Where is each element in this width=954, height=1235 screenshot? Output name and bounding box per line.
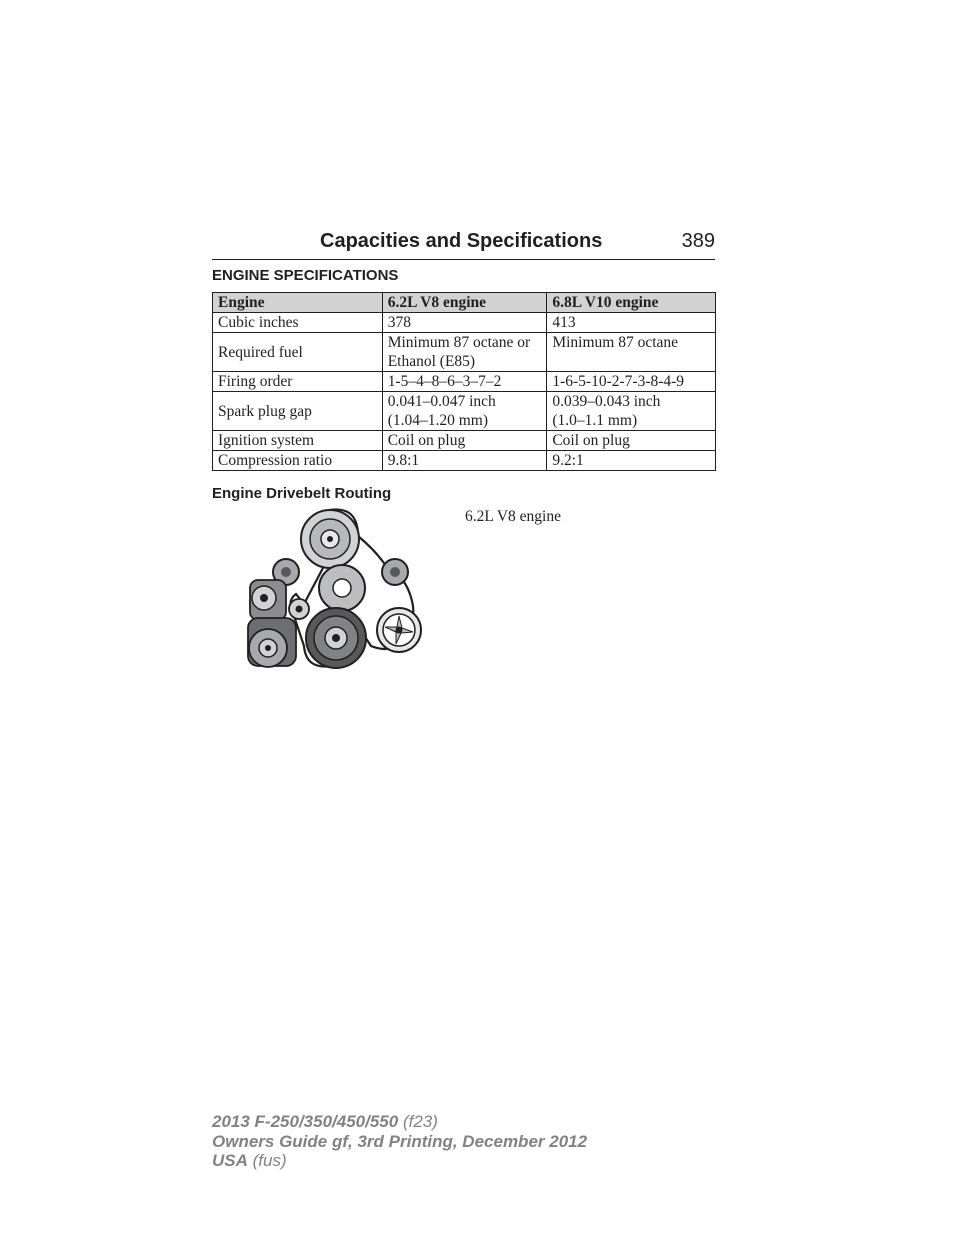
- cell-line: (1.0–1.1 mm): [552, 412, 638, 429]
- section-heading: ENGINE SPECIFICATIONS: [212, 267, 399, 284]
- sub-heading: Engine Drivebelt Routing: [212, 485, 392, 502]
- table-row: [213, 372, 716, 392]
- table-row: [213, 333, 716, 372]
- cell-line: Minimum 87 octane or: [387, 334, 531, 351]
- cell-line: 0.039–0.043 inch: [552, 393, 661, 410]
- power-steering-pulley: [377, 608, 421, 652]
- row-label: Ignition system: [213, 431, 383, 451]
- center-pulley: [319, 565, 365, 611]
- v8-cell: 9.8:1: [382, 451, 547, 471]
- row-label: Firing order: [213, 372, 383, 392]
- column-header: 6.8L V10 engine: [547, 293, 716, 313]
- v10-cell: Coil on plug: [547, 431, 716, 451]
- footer-model: 2013 F-250/350/450/550: [212, 1112, 399, 1131]
- page-header: [212, 229, 715, 260]
- cell-line: Ethanol (E85): [387, 353, 476, 370]
- v10-cell: Minimum 87 octane: [547, 333, 716, 372]
- diagram-caption: 6.2L V8 engine: [465, 508, 561, 525]
- tensioner-pulley: [289, 599, 309, 619]
- v10-cell: 9.2:1: [547, 451, 716, 471]
- column-header: 6.2L V8 engine: [382, 293, 547, 313]
- row-label: Required fuel: [213, 333, 383, 372]
- cell-line: (1.04–1.20 mm): [387, 412, 489, 429]
- row-label: Compression ratio: [213, 451, 383, 471]
- table-row: [213, 451, 716, 471]
- footer-model-code: (f23): [398, 1112, 438, 1131]
- fan-pulley: [301, 510, 359, 568]
- table-row: [213, 431, 716, 451]
- cell-line: 0.041–0.047 inch: [387, 393, 496, 410]
- v8-cell: [382, 392, 547, 431]
- idler-pulley-right: [382, 559, 408, 585]
- v10-cell: 1-6-5-10-2-7-3-8-4-9: [547, 372, 716, 392]
- footer-market-code: (fus): [247, 1151, 287, 1170]
- chapter-title: Capacities and Specifications: [320, 230, 603, 252]
- table-row: [213, 313, 716, 333]
- v8-cell: Coil on plug: [382, 431, 547, 451]
- v8-cell: 378: [382, 313, 547, 333]
- alternator: [250, 580, 286, 620]
- footer-guide: Owners Guide gf, 3rd Printing, December 2012: [212, 1131, 588, 1151]
- row-label: Cubic inches: [213, 313, 383, 333]
- ac-compressor: [248, 618, 296, 667]
- table-header-row: [213, 293, 716, 313]
- footer-line-1: [212, 1112, 587, 1132]
- footer-market: USA: [212, 1151, 248, 1170]
- v10-cell: 413: [547, 313, 716, 333]
- page-footer: [212, 1112, 587, 1171]
- table-row: [213, 392, 716, 431]
- engine-spec-table: [212, 292, 716, 471]
- crankshaft-pulley: [306, 608, 366, 668]
- drivebelt-routing-diagram: [246, 506, 442, 674]
- v8-cell: [382, 333, 547, 372]
- footer-line-2: [212, 1132, 587, 1152]
- column-header: Engine: [213, 293, 383, 313]
- v10-cell: [547, 392, 716, 431]
- row-label: Spark plug gap: [213, 392, 383, 431]
- v8-cell: 1-5–4–8–6–3–7–2: [382, 372, 547, 392]
- footer-line-3: [212, 1151, 587, 1171]
- page-number: 389: [681, 230, 715, 252]
